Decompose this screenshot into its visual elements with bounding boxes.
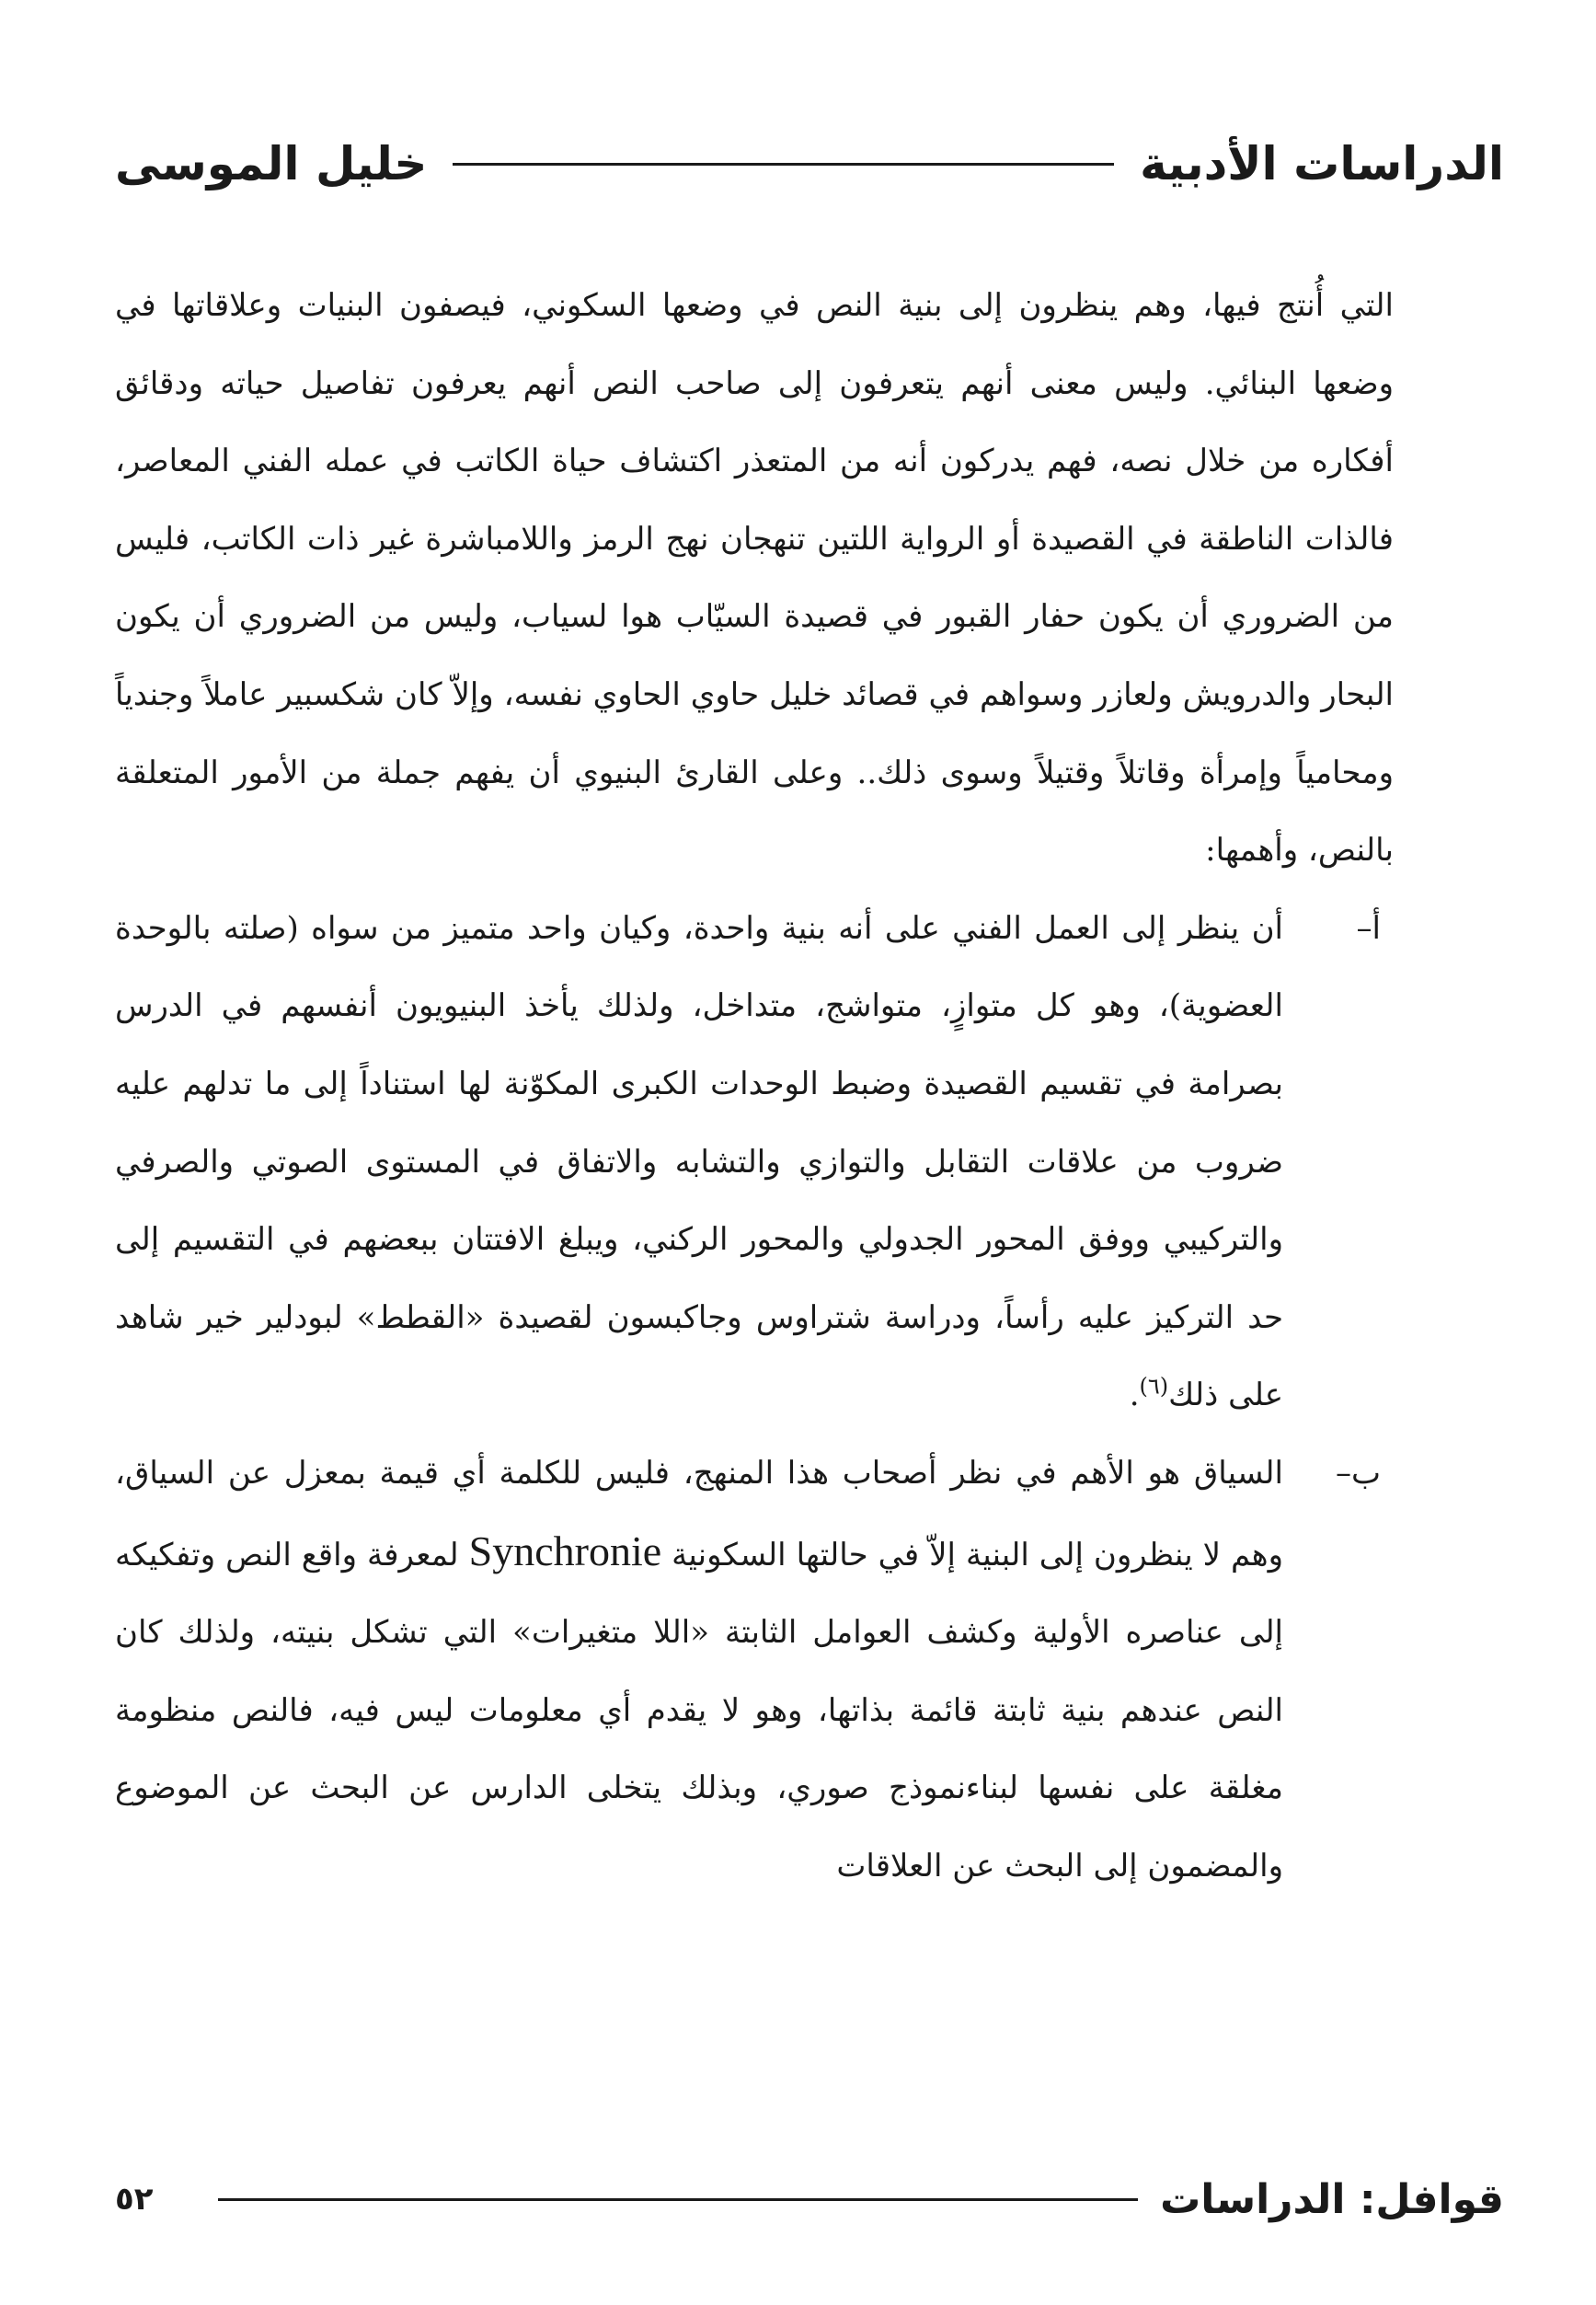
journal-title: قوافل: الدراسات [1160,2175,1504,2223]
page-number: ٥٢ [115,2181,154,2218]
running-header [115,127,1504,201]
list-item-a [115,890,1394,1435]
list-item-text-continued: لمعرفة واقع النص وتفكيكه إلى عناصره الأولية وكشف العوامل الثابتة «اللا متغيرات» التي تشكل بنيته، ولذلك كان النص عندهم بنية ثابتة قائمة بذاتها، وهو لا يقدم أي معلومات ليس فيه، فالنص منظومة مغلقة على نفسها لبناءنموذج صوري، وبذلك يتخلى الدارس عن البحث عن الموضوع والمضمون إلى البحث عن العلاقات [115,1536,1283,1884]
list-marker: ب– [1335,1454,1381,1492]
header-rule [453,163,1114,166]
body-text [115,267,1394,1905]
section-title: الدراسات الأدبية [1140,137,1504,190]
intro-paragraph: التي أُنتج فيها، وهم ينظرون إلى بنية النص في وضعها السكوني، فيصفون البنيات وعلاقاتها في وضعها البنائي. وليس معنى أنهم يتعرفون إلى صاحب النص أنهم يعرفون تفاصيل حياته ودقائق أفكاره من خلال نصه، فهم يدركون أنه من المتعذر اكتشاف حياة الكاتب في عمله الفني المعاصر، فالذات الناطقة في القصيدة أو الرواية اللتين تنهجان نهج الرمز واللامباشرة غير ذات الكاتب، فليس من الضروري أن يكون حفار القبور في قصيدة السيّاب هوا لسياب، وليس من الضروري أن يكون البحار والدرويش ولعازر وسواهم في قصائد خليل حاوي الحاوي نفسه، وإلاّ كان شكسبير عاملاً وجندياً ومحامياً وإمرأة وقاتلاً وقتيلاً وسوى ذلك.. وعلى القارئ البنيوي أن يفهم جملة من الأمور المتعلقة بالنص، وأهمها: [115,287,1394,870]
list-item-text: السياق هو الأهم في نظر أصحاب هذا المنهج، فليس للكلمة أي قيمة بمعزل عن السياق، وهم لا ينظرون إلى البنية إلاّ في حالتها السكونية [115,1454,1283,1573]
running-footer [115,2167,1504,2231]
sentence-end: . [1129,1377,1140,1414]
list-item-text: أن ينظر إلى العمل الفني على أنه بنية واحدة، وكيان واحد متميز من سواه (صلته بالوحدة العضوية)، وهو كل متوازٍ، متواشج، متداخل، ولذلك يأخذ البنيويون أنفسهم في الدرس بصرامة في تقسيم القصيدة وضبط الوحدات الكبرى المكوّنة لها استناداً إلى ما تدلهم عليه ضروب من علاقات التقابل والتوازي والتشابه والاتفاق في المستوى الصوتي والصرفي والتركيبي ووفق المحور الجدولي والمحور الركني، ويبلغ الافتتان ببعضهم في التقسيم إلى حد التركيز عليه رأساً، ودراسة شتراوس وجاكبسون لقصيدة «القطط» لبودلير خير شاهد على ذلك [115,909,1283,1414]
footer-rule [218,2198,1139,2201]
author-name: خليل الموسى [115,137,428,190]
list-marker: أ– [1356,909,1381,947]
footnote-ref: (٦) [1139,1373,1169,1400]
list-item-content [115,890,1283,1435]
list-item-content [115,1435,1283,1906]
list-item-b [115,1435,1394,1906]
latin-term: Synchronie [468,1527,662,1574]
